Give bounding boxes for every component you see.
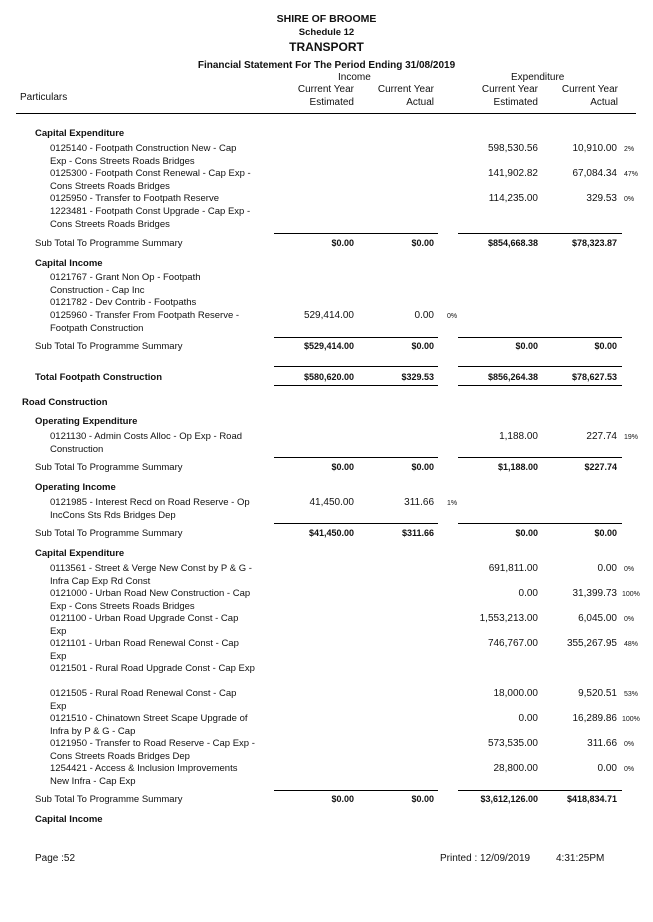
- exp-percent: 100%: [622, 591, 640, 598]
- subtotal-exp-act: $0.00: [594, 341, 617, 351]
- total-rule-income: [274, 366, 438, 367]
- printed-date: Printed : 12/09/2019: [440, 853, 531, 864]
- total-underline-expenditure: [458, 385, 622, 386]
- inc-est-heading-2: Estimated: [309, 97, 354, 108]
- schedule-label: Schedule 12: [298, 27, 355, 38]
- section-capital-income: Capital Income: [35, 814, 103, 825]
- subtotal-inc-est: $529,414.00: [303, 341, 354, 351]
- subtotal-rule-income: [274, 457, 438, 458]
- exp-act-heading-1: Current Year: [561, 84, 618, 95]
- exp-percent: 47%: [624, 171, 639, 178]
- subtotal-exp-est: $1,188.00: [497, 462, 538, 472]
- subtotal-rule-expenditure: [458, 233, 622, 234]
- exp-actual-value: 227.74: [586, 431, 617, 442]
- subtotal-exp-est: $854,668.38: [487, 238, 538, 248]
- exp-actual-value: 329.53: [586, 193, 617, 204]
- exp-estimated-value: 18,000.00: [493, 688, 538, 699]
- period-title: Financial Statement For The Period Ending 31/08/2019: [197, 60, 456, 71]
- subtotal-inc-act: $0.00: [411, 462, 434, 472]
- exp-estimated-value: 691,811.00: [488, 563, 538, 574]
- header-divider: [16, 113, 636, 114]
- subtotal-rule-income: [274, 790, 438, 791]
- exp-actual-value: 0.00: [597, 763, 617, 774]
- line-item-desc: 0121101 - Urban Road Renewal Const - Cap Exp: [50, 638, 239, 662]
- total-footpath-label: Total Footpath Construction: [35, 372, 162, 383]
- subtotal-rule-income: [274, 337, 438, 338]
- exp-actual-value: 31,399.73: [572, 588, 617, 599]
- line-item-desc: 0125960 - Transfer From Footpath Reserve - Footpath Construction: [50, 310, 240, 334]
- subtotal-inc-est: $0.00: [331, 462, 354, 472]
- exp-act-heading-2: Actual: [590, 97, 618, 108]
- inc-actual-value: 311.66: [404, 497, 434, 508]
- printed-time: 4:31:25PM: [556, 853, 605, 864]
- exp-percent: 0%: [624, 766, 635, 773]
- total-exp-act: $78,627.53: [571, 372, 617, 382]
- total-rule-expenditure: [458, 366, 622, 367]
- exp-actual-value: 311.66: [587, 738, 617, 749]
- exp-percent: 48%: [624, 641, 639, 648]
- line-item-desc: 0121950 - Transfer to Road Reserve - Cap Exp - Cons Streets Roads Bridges Dep: [50, 738, 255, 762]
- subtotal-inc-act: $311.66: [401, 528, 434, 538]
- exp-percent: 19%: [624, 434, 639, 441]
- total-inc-act: $329.53: [401, 372, 434, 382]
- exp-actual-value: 10,910.00: [572, 143, 617, 154]
- inc-est-heading-1: Current Year: [297, 84, 354, 95]
- subtotal-rule-expenditure: [458, 457, 622, 458]
- line-item-desc: 0125140 - Footpath Construction New - Cap Exp - Cons Streets Roads Bridges: [50, 143, 237, 167]
- section-operating-income: Operating Income: [35, 482, 116, 493]
- line-item-desc: 0121510 - Chinatown Street Scape Upgrade of Infra by P & G - Cap: [50, 713, 248, 737]
- subtotal-rule-expenditure: [458, 790, 622, 791]
- inc-percent: 0%: [447, 313, 458, 320]
- subtotal-exp-est: $3,612,126.00: [480, 794, 538, 804]
- exp-percent: 53%: [624, 691, 639, 698]
- subtotal-inc-est: $0.00: [331, 238, 354, 248]
- line-item-desc: 0121130 - Admin Costs Alloc - Op Exp - Road Construction: [50, 431, 243, 455]
- exp-estimated-value: 141,902.82: [487, 168, 538, 179]
- inc-estimated-value: 529,414.00: [303, 310, 354, 321]
- total-inc-est: $580,620.00: [303, 372, 354, 382]
- section-operating-expenditure: Operating Expenditure: [35, 416, 138, 427]
- exp-estimated-value: 1,188.00: [499, 431, 538, 442]
- subtotal-rule-expenditure: [458, 523, 622, 524]
- subtotal-inc-est: $41,450.00: [308, 528, 354, 538]
- exp-actual-value: 0.00: [597, 563, 617, 574]
- shire-name: SHIRE OF BROOME: [276, 13, 377, 25]
- section-capital-expenditure: Capital Expenditure: [35, 128, 125, 139]
- income-heading: Income: [338, 72, 371, 83]
- page-title: TRANSPORT: [289, 40, 364, 54]
- subtotal-exp-est: $0.00: [515, 341, 538, 351]
- exp-estimated-value: 0.00: [518, 588, 538, 599]
- subtotal-exp-act: $0.00: [594, 528, 617, 538]
- line-item-desc: 1223481 - Footpath Const Upgrade - Cap Exp - Cons Streets Roads Bridges: [50, 206, 251, 230]
- exp-estimated-value: 598,530.56: [487, 143, 538, 154]
- exp-est-heading-2: Estimated: [493, 97, 538, 108]
- subtotal-rule-income: [274, 233, 438, 234]
- line-item-desc: 0125300 - Footpath Const Renewal - Cap Exp - Cons Streets Roads Bridges: [50, 168, 251, 192]
- exp-est-heading-1: Current Year: [481, 84, 538, 95]
- subtotal-exp-act: $78,323.87: [571, 238, 617, 248]
- exp-percent: 100%: [622, 716, 640, 723]
- line-item-desc: 0113561 - Street & Verge New Const by P & G - Infra Cap Exp Rd Const: [50, 563, 252, 587]
- section-capital-expenditure: Capital Expenditure: [35, 548, 125, 559]
- subtotal-inc-est: $0.00: [331, 794, 354, 804]
- exp-estimated-value: 28,800.00: [493, 763, 538, 774]
- subtotal-exp-act: $227.74: [584, 462, 617, 472]
- subtotal-label: Sub Total To Programme Summary: [35, 794, 183, 805]
- exp-percent: 0%: [624, 741, 635, 748]
- inc-act-heading-2: Actual: [406, 97, 434, 108]
- road-construction-heading: Road Construction: [22, 397, 108, 408]
- exp-estimated-value: 0.00: [518, 713, 538, 724]
- line-item-desc: 0121782 - Dev Contrib - Footpaths: [50, 297, 197, 308]
- subtotal-inc-act: $0.00: [411, 794, 434, 804]
- inc-percent: 1%: [447, 500, 458, 507]
- exp-actual-value: 16,289.86: [572, 713, 617, 724]
- line-item-desc: 0121985 - Interest Recd on Road Reserve - Op IncCons Sts Rds Bridges Dep: [50, 497, 250, 521]
- line-item-desc: 0125950 - Transfer to Footpath Reserve: [50, 193, 219, 204]
- line-item-desc: 0121100 - Urban Road Upgrade Const - Cap Exp: [50, 613, 239, 637]
- exp-estimated-value: 573,535.00: [487, 738, 538, 749]
- expenditure-heading: Expenditure: [511, 72, 565, 83]
- exp-percent: 0%: [624, 566, 635, 573]
- inc-act-heading-1: Current Year: [377, 84, 434, 95]
- subtotal-inc-act: $0.00: [411, 238, 434, 248]
- exp-actual-value: 67,084.34: [572, 168, 617, 179]
- subtotal-inc-act: $0.00: [411, 341, 434, 351]
- page-number: Page :52: [35, 853, 76, 864]
- subtotal-exp-est: $0.00: [515, 528, 538, 538]
- inc-estimated-value: 41,450.00: [309, 497, 354, 508]
- particulars-heading: Particulars: [20, 92, 68, 103]
- subtotal-label: Sub Total To Programme Summary: [35, 528, 183, 539]
- total-exp-est: $856,264.38: [487, 372, 538, 382]
- line-item-desc: 0121000 - Urban Road New Construction - Cap Exp - Cons Streets Roads Bridges: [50, 588, 251, 612]
- exp-percent: 2%: [624, 146, 635, 153]
- exp-actual-value: 6,045.00: [578, 613, 617, 624]
- section-capital-income: Capital Income: [35, 258, 103, 269]
- line-item-desc: 0121501 - Rural Road Upgrade Const - Cap Exp: [50, 663, 255, 674]
- line-item-desc: 1254421 - Access & Inclusion Improvements New Infra - Cap Exp: [50, 763, 238, 787]
- subtotal-label: Sub Total To Programme Summary: [35, 462, 183, 473]
- subtotal-rule-expenditure: [458, 337, 622, 338]
- subtotal-label: Sub Total To Programme Summary: [35, 341, 183, 352]
- subtotal-exp-act: $418,834.71: [566, 794, 617, 804]
- exp-estimated-value: 1,553,213.00: [479, 613, 538, 624]
- exp-estimated-value: 114,235.00: [488, 193, 538, 204]
- exp-actual-value: 9,520.51: [578, 688, 617, 699]
- exp-actual-value: 355,267.95: [566, 638, 617, 649]
- inc-actual-value: 0.00: [414, 310, 434, 321]
- subtotal-label: Sub Total To Programme Summary: [35, 238, 183, 249]
- exp-percent: 0%: [624, 616, 635, 623]
- exp-estimated-value: 746,767.00: [487, 638, 538, 649]
- line-item-desc: 0121767 - Grant Non Op - Footpath Construction - Cap Inc: [50, 272, 201, 296]
- exp-percent: 0%: [624, 196, 635, 203]
- subtotal-rule-income: [274, 523, 438, 524]
- line-item-desc: 0121505 - Rural Road Renewal Const - Cap Exp: [50, 688, 237, 712]
- total-underline-income: [274, 385, 438, 386]
